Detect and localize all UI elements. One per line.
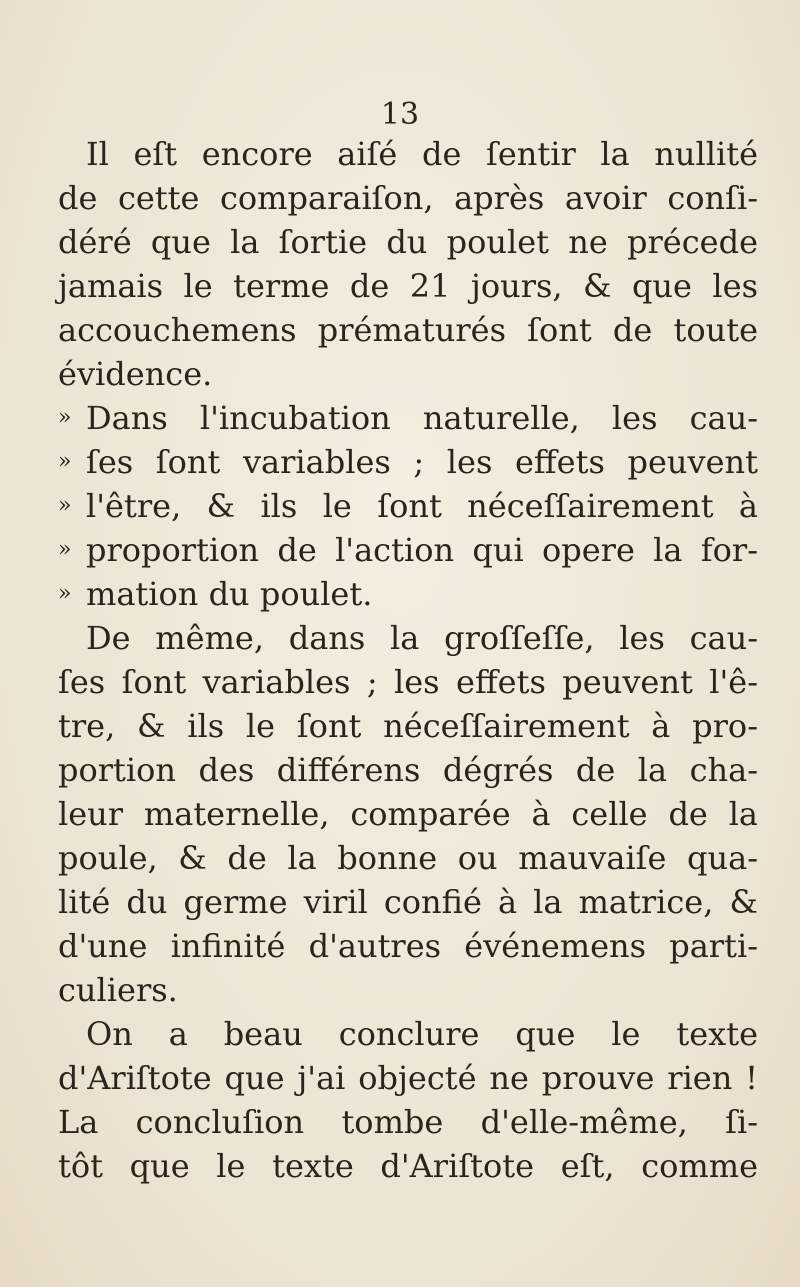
- text-line: tre, & ils le ſont néceſſairement à pro-: [58, 707, 758, 745]
- page-number: 13: [380, 97, 420, 132]
- text-line: ſes ſont variables ; les effets peuvent l'ê-: [58, 663, 758, 701]
- text-line: évidence.: [58, 355, 213, 393]
- quoted-line: [58, 572, 758, 616]
- quote-mark: »: [58, 537, 72, 562]
- text-line: portion des différens dégrés de la cha-: [58, 751, 758, 789]
- text-line: accouchemens prématurés ſont de toute: [58, 311, 758, 349]
- quoted-line: [58, 528, 758, 572]
- quoted-line: [58, 440, 758, 484]
- text-line: mation du poulet.: [86, 575, 373, 613]
- text-line: La concluſion tombe d'elle-même, ſi-: [58, 1103, 758, 1141]
- text-line: lité du germe viril confié à la matrice, &: [58, 883, 758, 921]
- text-line: Il eſt encore aiſé de ſentir la nullité: [86, 135, 758, 173]
- text-line: poule, & de la bonne ou mauvaiſe qua-: [58, 839, 758, 877]
- text-line: déré que la ſortie du poulet ne précede: [58, 223, 758, 261]
- text-line: ſes ſont variables ; les effets peuvent: [86, 443, 758, 481]
- text-line: On a beau conclure que le texte: [86, 1015, 758, 1053]
- text-line: culiers.: [58, 971, 178, 1009]
- quoted-line: [58, 396, 758, 440]
- text-line: proportion de l'action qui opere la for-: [86, 531, 758, 569]
- quoted-line: [58, 484, 758, 528]
- body-text: [58, 132, 758, 1188]
- text-line: leur maternelle, comparée à celle de la: [58, 795, 758, 833]
- text-line: jamais le terme de 21 jours, & que les: [58, 267, 758, 305]
- text-line: d'une infinité d'autres événemens parti-: [58, 927, 758, 965]
- quote-mark: »: [58, 581, 72, 606]
- text-line: tôt que le texte d'Ariſtote eſt, comme: [58, 1147, 758, 1185]
- text-line: de cette comparaiſon, après avoir conſi-: [58, 179, 758, 217]
- quote-mark: »: [58, 449, 72, 474]
- text-line: l'être, & ils le ſont néceſſairement à: [86, 487, 758, 525]
- text-line: d'Ariſtote que j'ai objecté ne prouve rien !: [58, 1059, 758, 1097]
- text-line: De même, dans la groſſeſſe, les cau-: [86, 619, 758, 657]
- quote-mark: »: [58, 405, 72, 430]
- text-line: Dans l'incubation naturelle, les cau-: [86, 399, 758, 437]
- quote-mark: »: [58, 493, 72, 518]
